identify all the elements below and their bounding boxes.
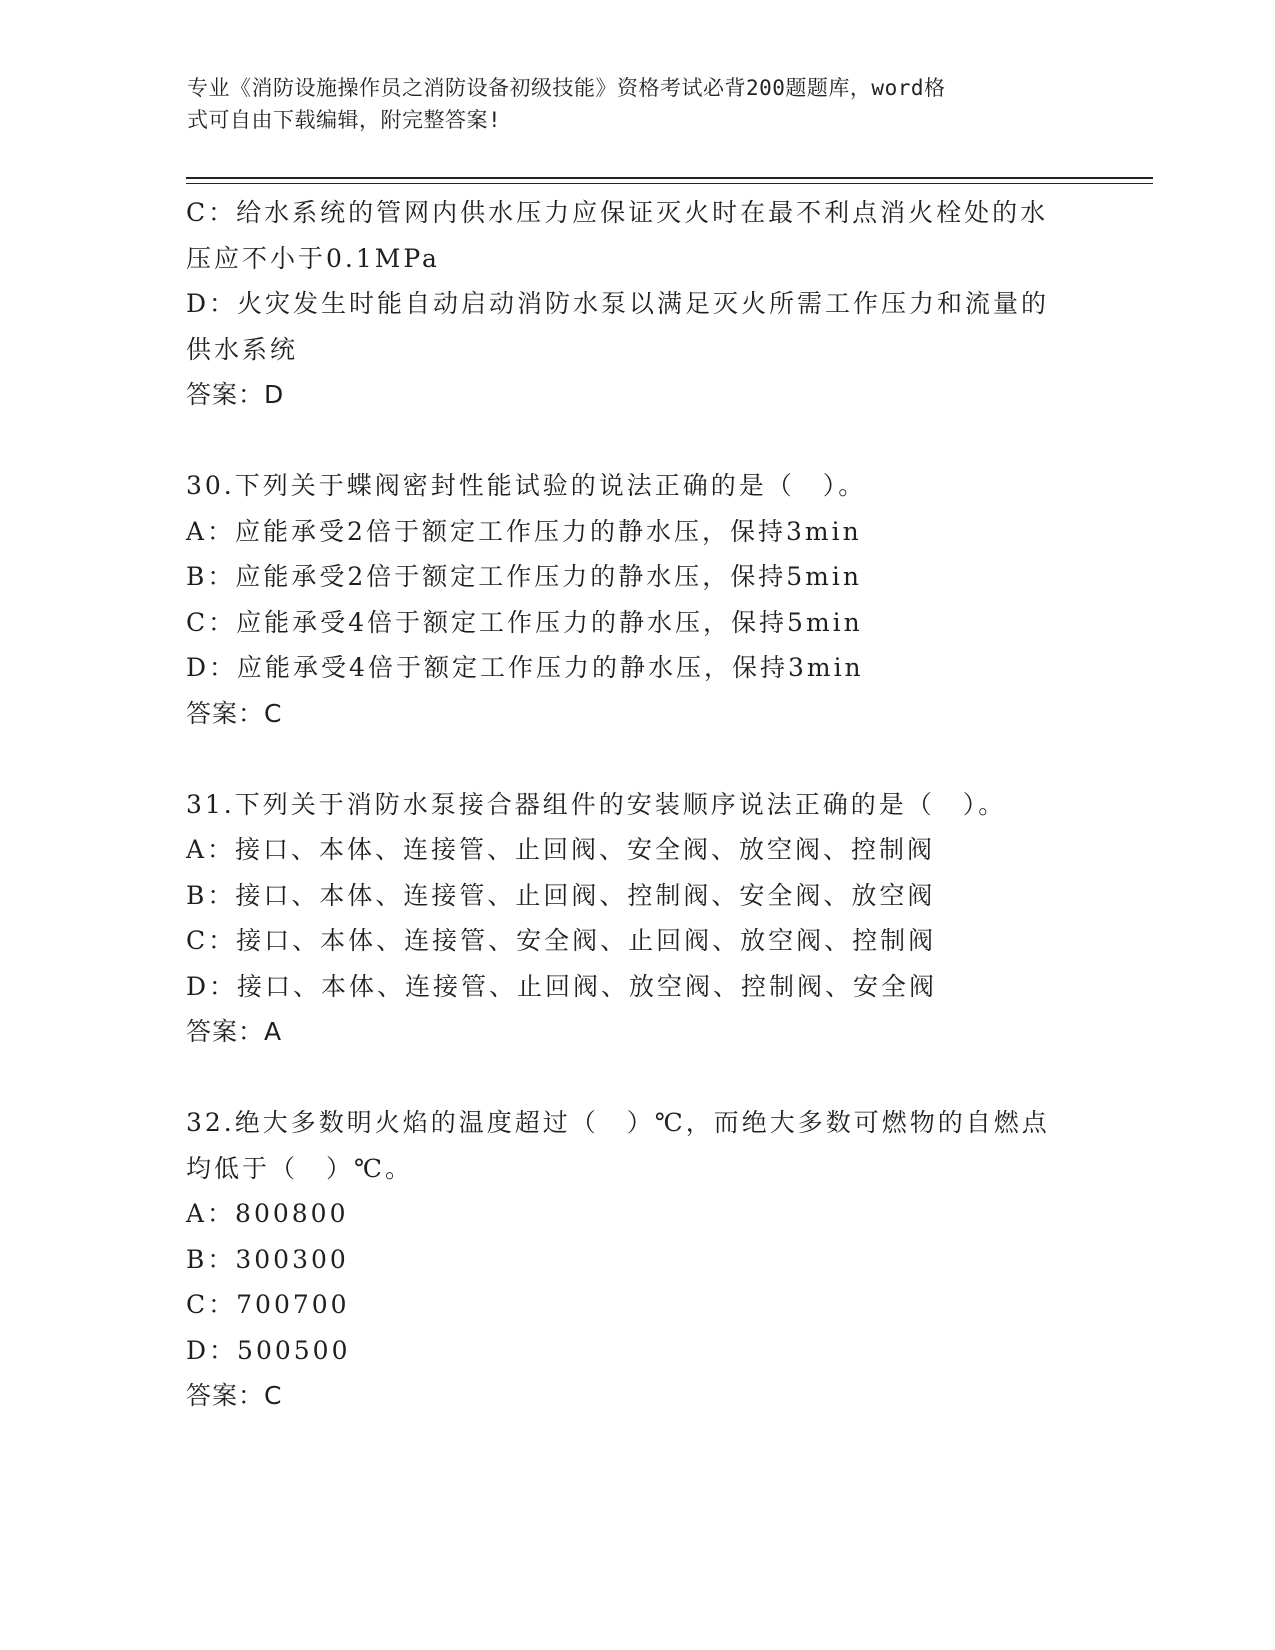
question-30-text: 30.下列关于蝶阀密封性能试验的说法正确的是（ ）。 xyxy=(186,471,867,500)
option-c-line-2: 压应不小于0.1MPa xyxy=(186,243,440,273)
header-line-2: 式可自由下载编辑，附完整答案! xyxy=(187,108,502,132)
question-31-option-d: D：接口、本体、连接管、止回阀、放空阀、控制阀、安全阀 xyxy=(186,971,938,1001)
option-c-line-1: C：给水系统的管网内供水压力应保证灭火时在最不利点消火栓处的水 xyxy=(186,198,1049,227)
question-31-answer: 答案：A xyxy=(186,1017,283,1046)
previous-question-block xyxy=(186,190,1086,418)
question-31-option-a: A：接口、本体、连接管、止回阀、安全阀、放空阀、控制阀 xyxy=(186,835,936,864)
question-32-text-line-2: 均低于（ ）℃。 xyxy=(186,1153,413,1183)
header-divider-thick xyxy=(186,177,1153,179)
question-31-block xyxy=(186,782,1086,1055)
question-31-text: 31.下列关于消防水泵接合器组件的安装顺序说法正确的是（ ）。 xyxy=(186,789,1007,819)
question-32-option-a: A：800800 xyxy=(186,1199,349,1228)
question-30-option-c: C：应能承受4倍于额定工作压力的静水压，保持5min xyxy=(186,607,863,637)
question-32-option-b: B：300300 xyxy=(186,1244,349,1274)
header-line-1: 专业《消防设施操作员之消防设备初级技能》资格考试必背200题题库，word格 xyxy=(187,76,946,100)
question-32-answer: 答案：C xyxy=(186,1381,283,1410)
option-d-line-2: 供水系统 xyxy=(186,334,299,364)
question-32-text-line-1: 32.绝大多数明火焰的温度超过（ ）℃，而绝大多数可燃物的自燃点 xyxy=(186,1108,1050,1137)
spacer xyxy=(186,1055,1086,1101)
question-30-option-d: D：应能承受4倍于额定工作压力的静水压，保持3min xyxy=(186,653,864,682)
spacer xyxy=(186,736,1086,782)
question-32-option-c: C：700700 xyxy=(186,1290,350,1319)
question-30-answer: 答案：C xyxy=(186,698,283,728)
option-d-line-1: D：火灾发生时能自动启动消防水泵以满足灭火所需工作压力和流量的 xyxy=(186,289,1050,318)
question-30-option-a: A：应能承受2倍于额定工作压力的静水压，保持3min xyxy=(186,516,862,546)
answer-label: 答案：D xyxy=(186,380,285,409)
question-32-option-d: D：500500 xyxy=(186,1335,351,1365)
question-30-option-b: B：应能承受2倍于额定工作压力的静水压，保持5min xyxy=(186,562,862,591)
document-header xyxy=(187,72,1087,136)
question-32-block xyxy=(186,1100,1086,1419)
spacer xyxy=(186,418,1086,464)
question-31-option-b: B：接口、本体、连接管、止回阀、控制阀、安全阀、放空阀 xyxy=(186,880,936,910)
header-divider-thin xyxy=(186,183,1153,184)
question-content xyxy=(186,190,1086,1419)
question-30-block xyxy=(186,463,1086,736)
question-31-option-c: C：接口、本体、连接管、安全阀、止回阀、放空阀、控制阀 xyxy=(186,926,937,955)
